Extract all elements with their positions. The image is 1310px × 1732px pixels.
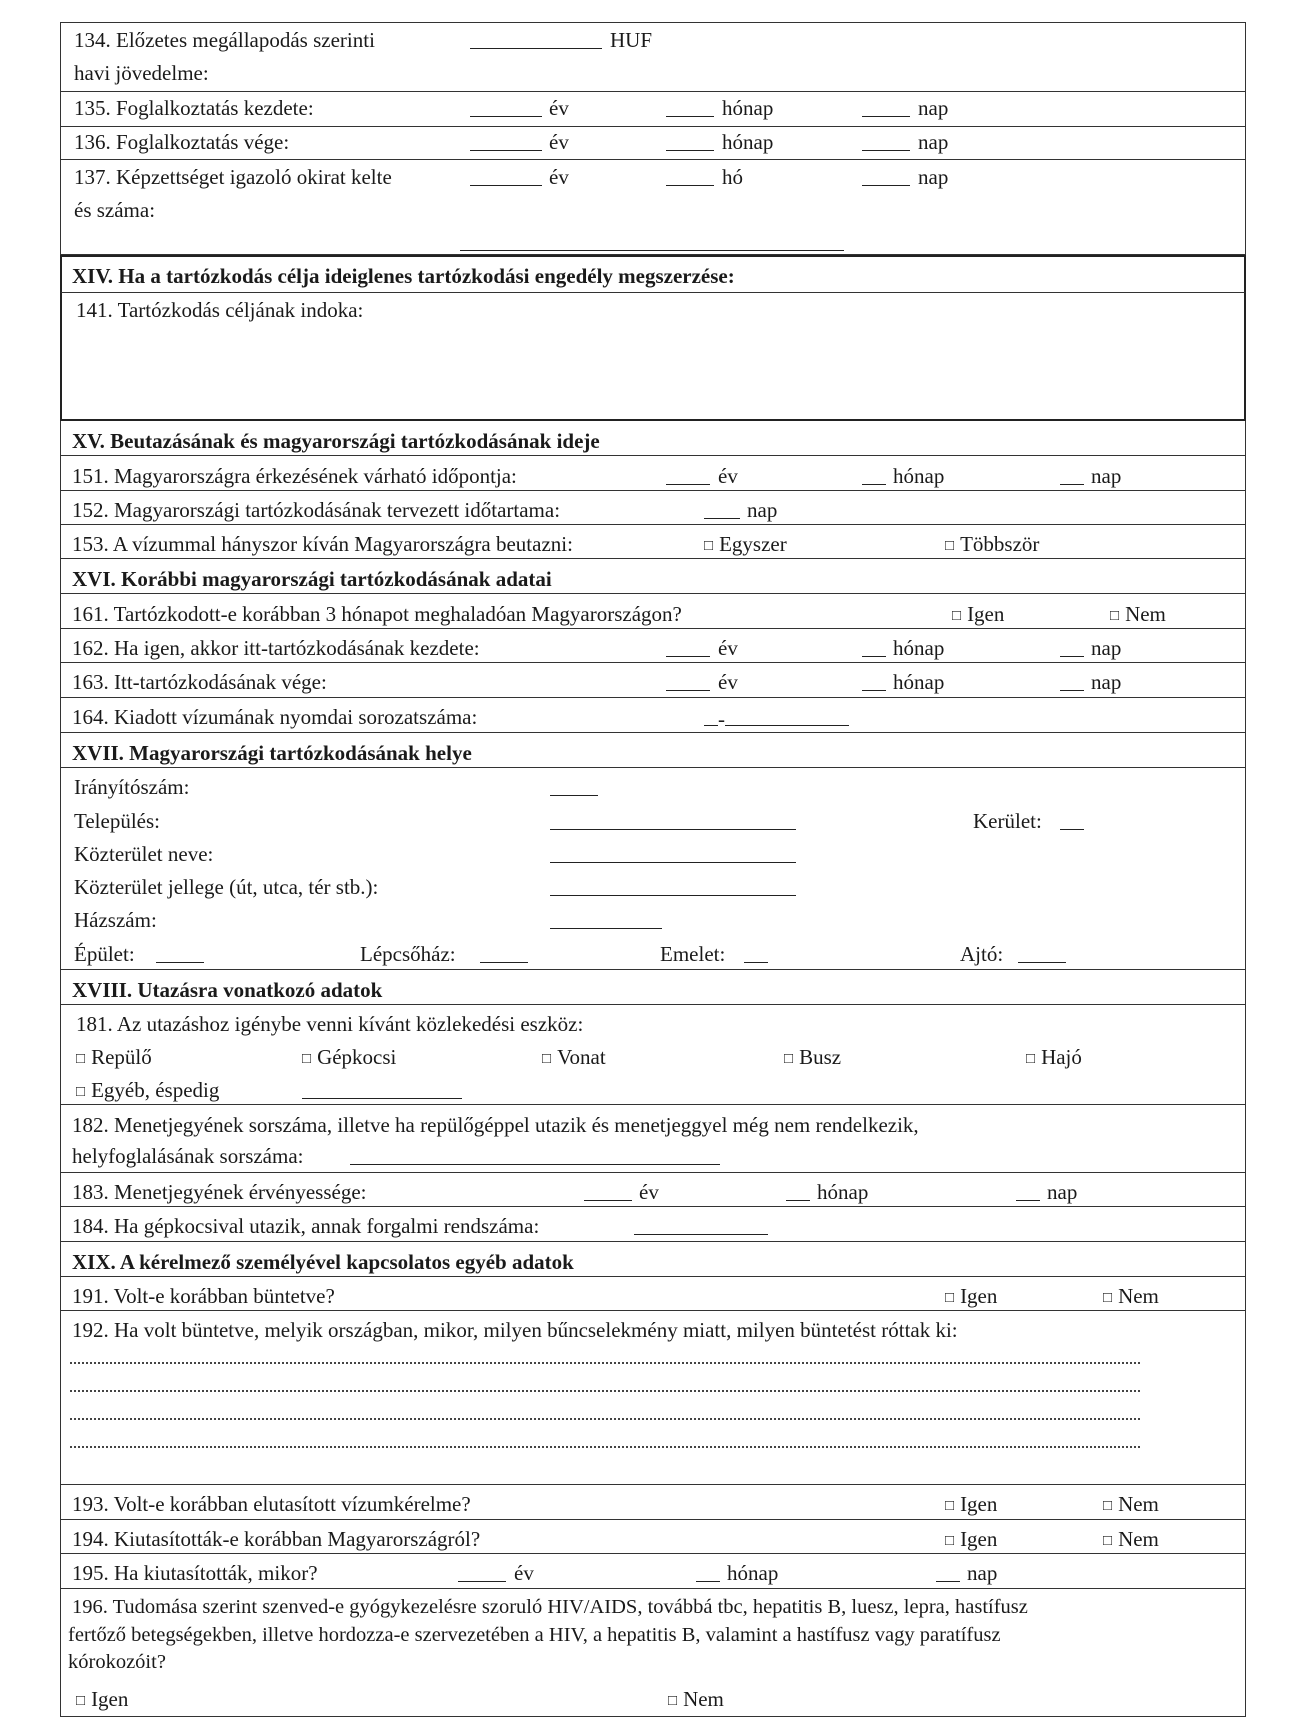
q137-label-1: 137. Képzettséget igazoló okirat kelte (74, 165, 392, 189)
q182-label-2: helyfoglalásának sorszáma: (72, 1144, 304, 1168)
q192-answer-line-1[interactable] (70, 1362, 1140, 1364)
q182-label-1: 182. Menetjegyének sorszáma, illetve ha repülőgéppel utazik és menetjeggyel még nem rendelkezik, (72, 1113, 919, 1137)
postal-code-label: Irányítószám: (74, 775, 190, 799)
q135-year-field[interactable] (470, 98, 542, 121)
q162-month-field[interactable] (862, 638, 886, 661)
q191-yes-checkbox[interactable]: □ Igen (945, 1286, 997, 1307)
q193-label: 193. Volt-e korábban elutasított vízumkérelme? (72, 1492, 471, 1516)
floor-label: Emelet: (660, 942, 726, 966)
building-field[interactable] (156, 944, 204, 967)
q183-year-field[interactable] (584, 1182, 632, 1205)
q181-other-checkbox[interactable]: □ Egyéb, éspedig (76, 1080, 219, 1101)
q193-no-checkbox[interactable]: □ Nem (1103, 1494, 1159, 1515)
staircase-field[interactable] (480, 944, 528, 967)
building-label: Épület: (74, 942, 135, 966)
q162-year-field[interactable] (666, 638, 710, 661)
q153-once-checkbox[interactable]: □ Egyszer (704, 534, 787, 555)
q164-serial-field[interactable] (704, 707, 849, 730)
q163-year-unit: év (718, 670, 738, 694)
q162-label: 162. Ha igen, akkor itt-tartózkodásának kezdete: (72, 636, 480, 660)
street-type-field[interactable] (550, 877, 796, 900)
section-xvi-title: XVI. Korábbi magyarországi tartózkodásának adatai (72, 567, 552, 591)
house-number-label: Házszám: (74, 908, 157, 932)
postal-code-field[interactable] (550, 777, 598, 800)
q183-day-field[interactable] (1016, 1182, 1040, 1205)
q151-year-unit: év (718, 464, 738, 488)
staircase-label: Lépcsőház: (360, 942, 456, 966)
q183-month-field[interactable] (786, 1182, 810, 1205)
q181-plane-checkbox[interactable]: □ Repülő (76, 1047, 152, 1068)
street-name-label: Közterület neve: (74, 842, 214, 866)
q162-year-unit: év (718, 636, 738, 660)
q151-month-field[interactable] (862, 466, 886, 489)
q135-month-unit: hónap (722, 96, 774, 120)
q151-year-field[interactable] (666, 466, 710, 489)
section-xvii-title: XVII. Magyarországi tartózkodásának helye (72, 741, 472, 765)
q182-ticket-field[interactable] (350, 1146, 720, 1169)
q163-month-unit: hónap (893, 670, 945, 694)
q135-year-unit: év (549, 96, 569, 120)
q181-car-checkbox[interactable]: □ Gépkocsi (302, 1047, 396, 1068)
floor-field[interactable] (744, 944, 768, 967)
q141-answer-area[interactable] (76, 325, 1236, 415)
q181-label: 181. Az utazáshoz igénybe venni kívánt közlekedési eszköz: (76, 1012, 584, 1036)
section-xiv-title: XIV. Ha a tartózkodás célja ideiglenes tartózkodási engedély megszerzése: (72, 264, 735, 288)
q161-label: 161. Tartózkodott-e korábban 3 hónapot meghaladóan Magyarországon? (72, 602, 682, 626)
q136-year-unit: év (549, 130, 569, 154)
q163-day-field[interactable] (1060, 672, 1084, 695)
q192-answer-line-2[interactable] (70, 1390, 1140, 1392)
q194-label: 194. Kiutasították-e korábban Magyarországról? (72, 1527, 481, 1551)
row-s17-body (60, 768, 1246, 970)
q194-yes-checkbox[interactable]: □ Igen (945, 1529, 997, 1550)
q151-day-unit: nap (1091, 464, 1122, 488)
city-field[interactable] (550, 811, 796, 834)
q161-no-checkbox[interactable]: □ Nem (1110, 604, 1166, 625)
q195-day-unit: nap (967, 1561, 998, 1585)
q137-day-field[interactable] (862, 167, 910, 190)
q164-label: 164. Kiadott vízumának nyomdai sorozatszáma: (72, 705, 478, 729)
q183-month-unit: hónap (817, 1180, 869, 1204)
q135-label: 135. Foglalkoztatás kezdete: (74, 96, 314, 120)
q136-day-unit: nap (918, 130, 949, 154)
q135-day-field[interactable] (862, 98, 910, 121)
q195-year-field[interactable] (458, 1563, 506, 1586)
q181-ship-checkbox[interactable]: □ Hajó (1026, 1047, 1082, 1068)
section-xix-title: XIX. A kérelmező személyével kapcsolatos egyéb adatok (72, 1250, 574, 1274)
q191-label: 191. Volt-e korábban büntetve? (72, 1284, 335, 1308)
q183-day-unit: nap (1047, 1180, 1078, 1204)
q194-no-checkbox[interactable]: □ Nem (1103, 1529, 1159, 1550)
q136-month-field[interactable] (666, 132, 714, 155)
q196-yes-checkbox[interactable]: □ Igen (76, 1689, 128, 1710)
q162-month-unit: hónap (893, 636, 945, 660)
q195-year-unit: év (514, 1561, 534, 1585)
q183-label: 183. Menetjegyének érvényessége: (72, 1180, 367, 1204)
q196-no-checkbox[interactable]: □ Nem (668, 1689, 724, 1710)
q135-month-field[interactable] (666, 98, 714, 121)
q163-month-field[interactable] (862, 672, 886, 695)
q196-label-2: fertőző betegségekben, illetve hordozza-e szervezetében a HIV, a hepatitis B, valamint a hastífusz vagy paratífusz (68, 1624, 1001, 1646)
q137-month-unit: hó (722, 165, 743, 189)
q195-day-field[interactable] (936, 1563, 960, 1586)
q196-label-1: 196. Tudomása szerint szenved-e gyógykezelésre szoruló HIV/AIDS, továbbá tbc, hepatitis B, luesz, lepra, hastífusz (72, 1596, 1028, 1618)
q152-days-field[interactable] (704, 500, 740, 523)
q137-month-field[interactable] (666, 167, 714, 190)
q153-multiple-checkbox[interactable]: □ Többször (945, 534, 1039, 555)
q151-label: 151. Magyarországra érkezésének várható időpontja: (72, 464, 517, 488)
q134-label-1: 134. Előzetes megállapodás szerinti (74, 28, 375, 52)
q137-label-2: és száma: (74, 198, 156, 222)
q151-day-field[interactable] (1060, 466, 1084, 489)
q162-day-field[interactable] (1060, 638, 1084, 661)
q136-year-field[interactable] (470, 132, 542, 155)
q137-year-field[interactable] (470, 167, 542, 190)
q136-label: 136. Foglalkoztatás vége: (74, 130, 290, 154)
door-label: Ajtó: (960, 942, 1004, 966)
street-name-field[interactable] (550, 844, 796, 867)
q163-label: 163. Itt-tartózkodásának vége: (72, 670, 327, 694)
q193-yes-checkbox[interactable]: □ Igen (945, 1494, 997, 1515)
q183-year-unit: év (639, 1180, 659, 1204)
q184-plate-field[interactable] (634, 1216, 768, 1239)
door-field[interactable] (1018, 944, 1066, 967)
q192-answer-line-4[interactable] (70, 1446, 1140, 1448)
district-field[interactable] (1060, 811, 1084, 834)
q163-year-field[interactable] (666, 672, 710, 695)
q162-day-unit: nap (1091, 636, 1122, 660)
q134-label-2: havi jövedelme: (74, 61, 209, 85)
city-label: Település: (74, 809, 160, 833)
q163-day-unit: nap (1091, 670, 1122, 694)
q164-dash: - (718, 707, 725, 731)
q137-number-field[interactable] (460, 232, 844, 255)
street-type-label: Közterület jellege (út, utca, tér stb.): (74, 875, 379, 899)
q195-label: 195. Ha kiutasították, mikor? (72, 1561, 318, 1585)
q136-day-field[interactable] (862, 132, 910, 155)
q141-label: 141. Tartózkodás céljának indoka: (76, 298, 364, 322)
q152-unit: nap (747, 498, 778, 522)
q191-no-checkbox[interactable]: □ Nem (1103, 1286, 1159, 1307)
q184-label: 184. Ha gépkocsival utazik, annak forgalmi rendszáma: (72, 1214, 540, 1238)
q137-year-unit: év (549, 165, 569, 189)
house-number-field[interactable] (550, 910, 662, 933)
q196-label-3: kórokozóit? (68, 1651, 166, 1673)
q134-income-field[interactable] (470, 30, 602, 53)
q181-bus-checkbox[interactable]: □ Busz (784, 1047, 841, 1068)
q152-label: 152. Magyarországi tartózkodásának tervezett időtartama: (72, 498, 561, 522)
q135-day-unit: nap (918, 96, 949, 120)
q153-label: 153. A vízummal hányszor kíván Magyarországra beutazni: (72, 532, 573, 556)
q195-month-field[interactable] (696, 1563, 720, 1586)
q181-other-field[interactable] (302, 1080, 462, 1103)
q192-label: 192. Ha volt büntetve, melyik országban, mikor, milyen bűncselekmény miatt, milyen büntetést róttak ki: (72, 1318, 958, 1342)
q181-train-checkbox[interactable]: □ Vonat (542, 1047, 606, 1068)
q136-month-unit: hónap (722, 130, 774, 154)
section-xv-title: XV. Beutazásának és magyarországi tartózkodásának ideje (72, 429, 600, 453)
q151-month-unit: hónap (893, 464, 945, 488)
district-label: Kerület: (973, 809, 1042, 833)
section-xviii-title: XVIII. Utazásra vonatkozó adatok (72, 978, 383, 1002)
q137-day-unit: nap (918, 165, 949, 189)
q161-yes-checkbox[interactable]: □ Igen (952, 604, 1004, 625)
q195-month-unit: hónap (727, 1561, 779, 1585)
q134-unit: HUF (610, 28, 653, 52)
q192-answer-line-3[interactable] (70, 1418, 1140, 1420)
